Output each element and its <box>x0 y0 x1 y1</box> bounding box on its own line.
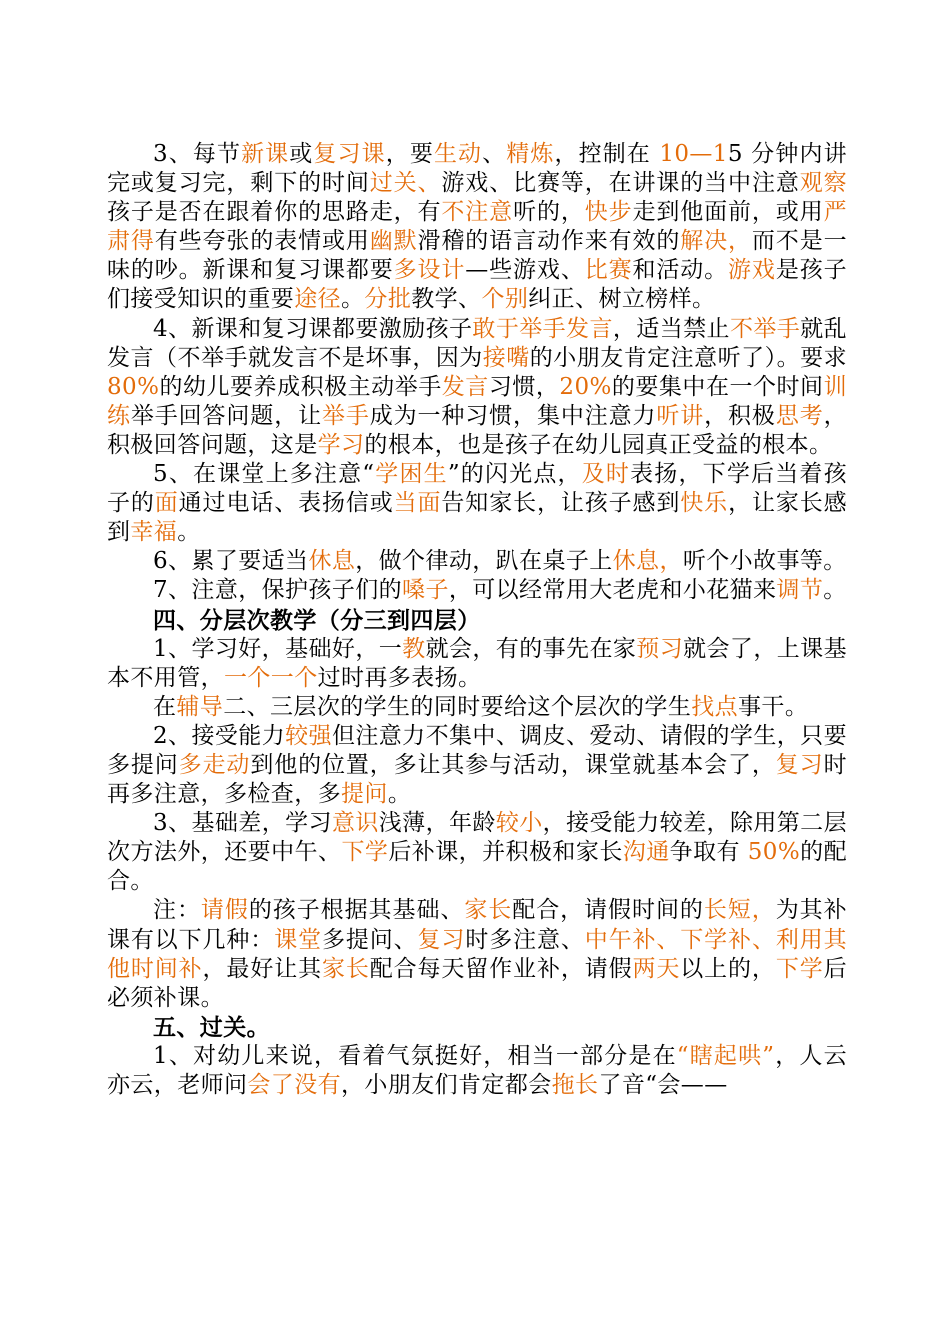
text-run: 时再多注意，多检查，多 <box>107 751 847 808</box>
highlighted-text: 举手 <box>321 402 370 429</box>
highlighted-text: 下学 <box>775 955 824 982</box>
highlighted-text: 沟通 <box>622 839 670 866</box>
highlighted-text: 途径 <box>294 286 342 313</box>
text-run: 到他的位置，多让其参与活动，课堂就基本会了， <box>250 751 776 778</box>
text-run: 教学、 <box>411 286 482 313</box>
highlighted-text: 意识 <box>331 810 379 837</box>
highlighted-text: 家长 <box>464 897 513 924</box>
text-run: 7、注意，保护孩子们的 <box>153 577 403 604</box>
highlighted-text: 请假 <box>200 897 249 924</box>
text-run: 孩子是否在跟着你的思路走，有 <box>107 199 442 226</box>
text-run: 为其补课有以下几种： <box>107 897 848 953</box>
text-run: 纠正、树立榜样。 <box>528 286 716 313</box>
highlighted-text: “瞎起哄” <box>676 1042 775 1069</box>
highlighted-text: 幸福 <box>130 519 178 546</box>
highlighted-text: 复习 <box>417 926 466 953</box>
text-run: 。 <box>341 286 365 313</box>
text-run: 而不是一味的吵。新课和复习课都要 <box>107 228 847 284</box>
highlighted-text: 中午补、下学补、利用其他时间补 <box>107 926 847 982</box>
text-run: 或 <box>289 141 314 167</box>
text-run: ，适当禁止 <box>612 315 730 342</box>
highlighted-text: 精炼 <box>506 141 555 167</box>
text-run: ，人云亦云，老师问 <box>107 1042 847 1098</box>
text-run: 通过电话、表扬信或 <box>178 490 394 517</box>
highlighted-text: 多设计 <box>393 257 466 284</box>
text-run: 五、过关。 <box>153 1013 270 1041</box>
text-run: 成为一种习惯，集中注意力 <box>369 402 657 429</box>
text-run: 在 <box>153 693 177 720</box>
text-run: 、 <box>482 141 507 167</box>
text-run: 习惯， <box>488 373 560 400</box>
highlighted-text: 训练 <box>107 373 847 429</box>
text-run: 1、对幼儿来说，看着气氛挺好，相当一部分是在 <box>153 1042 677 1069</box>
highlighted-text: 会了没有 <box>247 1072 342 1098</box>
text-run: 4、新课和复习课都要激励孩子 <box>153 315 473 342</box>
document-body <box>107 140 847 1100</box>
text-run: 以上的， <box>680 955 776 982</box>
highlighted-text: 发言 <box>441 373 489 400</box>
text-run: 表扬，下学后当着孩子的 <box>107 461 847 517</box>
paragraph <box>107 896 847 1012</box>
highlighted-text: 80% <box>107 373 160 400</box>
highlighted-text: 拖长 <box>551 1072 599 1098</box>
text-run: ，要 <box>385 141 434 167</box>
highlighted-text: 预习 <box>636 635 684 662</box>
text-run: 浅薄，年龄 <box>378 810 496 837</box>
highlighted-text: 游戏 <box>728 257 776 284</box>
text-run: 四、分层次教学（分三到四层） <box>153 606 481 634</box>
paragraph <box>107 547 847 576</box>
text-run: 事干。 <box>738 693 809 720</box>
text-run: 的幼儿要养成积极主动举手 <box>159 373 442 400</box>
text-run: ，小朋友们肯定都会 <box>341 1072 552 1098</box>
highlighted-text: 学习 <box>317 431 365 458</box>
highlighted-text: 及时 <box>581 461 631 488</box>
paragraph <box>107 576 847 605</box>
highlighted-text: 敢于举手发言 <box>472 315 613 342</box>
section-heading <box>107 1013 847 1042</box>
text-run: ，让家长感到 <box>107 490 848 546</box>
highlighted-text: 快乐 <box>680 490 729 517</box>
text-run: 2、接受能力 <box>153 722 286 749</box>
text-run: —些游戏、 <box>465 257 585 284</box>
paragraph <box>107 693 847 722</box>
highlighted-text: 快步 <box>584 199 633 226</box>
text-run: 配合，请假时间的 <box>512 897 704 924</box>
highlighted-text: 生动 <box>433 141 483 167</box>
text-run: 。 <box>177 519 201 546</box>
highlighted-text: 较小 <box>495 810 543 837</box>
text-run: 就乱发言（不举手就发言不是坏事，因为 <box>107 315 848 371</box>
text-run: ，控制在 <box>554 141 660 167</box>
text-run: 的根本，也是孩子在幼儿园真正受益的根本。 <box>364 431 833 458</box>
highlighted-text: 当面 <box>393 490 442 517</box>
text-run: ”的闪光点， <box>447 461 582 488</box>
text-run: 争取有 <box>669 839 748 866</box>
highlighted-text: 较强 <box>285 722 332 749</box>
text-run: ，做个律动，趴在桌子上 <box>355 548 613 575</box>
text-run: 告知家长，让孩子感到 <box>441 490 681 517</box>
highlighted-text: 两天 <box>632 955 681 982</box>
text-run: 5 分钟内讲完或复习完，剩下的时间 <box>107 141 847 197</box>
text-run: 注： <box>153 897 201 924</box>
text-run: 游戏、比赛等，在讲课的当中注意 <box>441 170 800 197</box>
highlighted-text: 家长 <box>321 955 370 982</box>
highlighted-text: 50% <box>747 839 801 866</box>
highlighted-text: 嗓子 <box>402 577 449 604</box>
text-run: 多提问、 <box>321 926 418 953</box>
text-run: ，积极 <box>704 402 776 429</box>
paragraph <box>107 140 847 315</box>
highlighted-text: 学困生 <box>374 461 448 488</box>
highlighted-text: 分批 <box>364 286 412 313</box>
text-run: 的配合。 <box>107 839 847 895</box>
highlighted-text: 教 <box>402 635 426 662</box>
section-heading <box>107 606 847 635</box>
text-run: 3、基础差，学习 <box>153 810 332 837</box>
highlighted-text: 找点 <box>691 693 739 720</box>
text-run: 了音“会—— <box>598 1072 728 1098</box>
highlighted-text: 休息， <box>612 548 683 575</box>
text-run: ，积极回答问题，这是 <box>107 402 847 458</box>
paragraph <box>107 1042 847 1100</box>
text-run: 时多注意、 <box>465 926 585 953</box>
highlighted-text: 个别 <box>481 286 529 313</box>
text-run: ，接受能力较差，除用第二层次方法外，还要中午、 <box>107 810 847 866</box>
highlighted-text: 多走动 <box>178 751 251 778</box>
text-run: ，最好让其 <box>202 955 322 982</box>
highlighted-text: 辅导 <box>176 693 224 720</box>
text-run: 听个小故事等。 <box>682 548 847 575</box>
highlighted-text: 新课 <box>241 141 290 167</box>
highlighted-text: 思考 <box>775 402 824 429</box>
text-run: 和活动。 <box>632 257 729 284</box>
highlighted-text: 面 <box>154 490 179 517</box>
highlighted-text: 下学 <box>341 839 389 866</box>
highlighted-text: 不举手 <box>729 315 801 342</box>
text-run: 听的， <box>513 199 585 226</box>
text-run: 。 <box>387 781 412 808</box>
text-run: 走到他面前，或用 <box>632 199 824 226</box>
text-run: 但注意力不集中、调皮、爱动、请假的学生，只要多提问 <box>107 722 847 778</box>
text-run: 是孩子们接受知识的重要 <box>107 257 847 313</box>
highlighted-text: 听讲 <box>656 402 705 429</box>
text-run: 过时再多表扬。 <box>317 664 482 691</box>
text-run: 1、学习好，基础好，一 <box>153 635 403 662</box>
highlighted-text: 不注意 <box>441 199 514 226</box>
highlighted-text: 课堂 <box>274 926 322 953</box>
highlighted-text: 观察 <box>799 170 848 197</box>
text-run: 就会，有的事先在家 <box>425 635 637 662</box>
highlighted-text: 休息 <box>308 548 356 575</box>
highlighted-text: 过关、 <box>369 170 442 197</box>
text-run: 的小朋友肯定注意听了）。要求 <box>529 344 847 371</box>
paragraph <box>107 460 847 547</box>
highlighted-text: 解决， <box>680 228 752 255</box>
text-run: 就会了，上课基本不用管， <box>107 635 847 691</box>
text-run: 的孩子根据其基础、 <box>248 897 465 924</box>
text-run: 二、三层次的学生的同时要给这个层次的学生 <box>223 693 692 720</box>
text-run: 滑稽的语言动作来有效的 <box>417 228 681 255</box>
text-run: 举手回答问题，让 <box>130 402 322 429</box>
highlighted-text: 20% <box>559 373 612 400</box>
text-run: 后必须补课。 <box>107 955 847 1011</box>
paragraph <box>107 635 847 693</box>
highlighted-text: 复习 <box>775 751 824 778</box>
highlighted-text: 比赛 <box>584 257 633 284</box>
highlighted-text: 严肃得 <box>107 199 847 255</box>
highlighted-text: 一个一个 <box>224 664 318 691</box>
text-run: 5、在课堂上多注意“ <box>153 461 375 488</box>
text-run: 6、累了要适当 <box>153 548 309 575</box>
paragraph <box>107 809 847 896</box>
highlighted-text: 调节 <box>776 577 824 604</box>
paragraph <box>107 722 847 809</box>
highlighted-text: 复习课 <box>313 141 386 167</box>
highlighted-text: 幽默 <box>369 228 418 255</box>
text-run: 有些夸张的表情或用 <box>154 228 370 255</box>
text-run: 。 <box>823 577 847 604</box>
text-run: 3、每节 <box>153 141 242 167</box>
highlighted-text: 接嘴 <box>482 344 530 371</box>
highlighted-text: 长短， <box>703 897 776 924</box>
highlighted-text: 10—1 <box>659 141 728 167</box>
text-run: 配合每天留作业补，请假 <box>369 955 633 982</box>
highlighted-text: 提问 <box>341 781 388 808</box>
text-run: 后补课，并积极和家长 <box>388 839 623 866</box>
text-run: ，可以经常用大老虎和小花猫来 <box>448 577 777 604</box>
text-run: 的要集中在一个时间 <box>611 373 824 400</box>
paragraph <box>107 315 847 460</box>
